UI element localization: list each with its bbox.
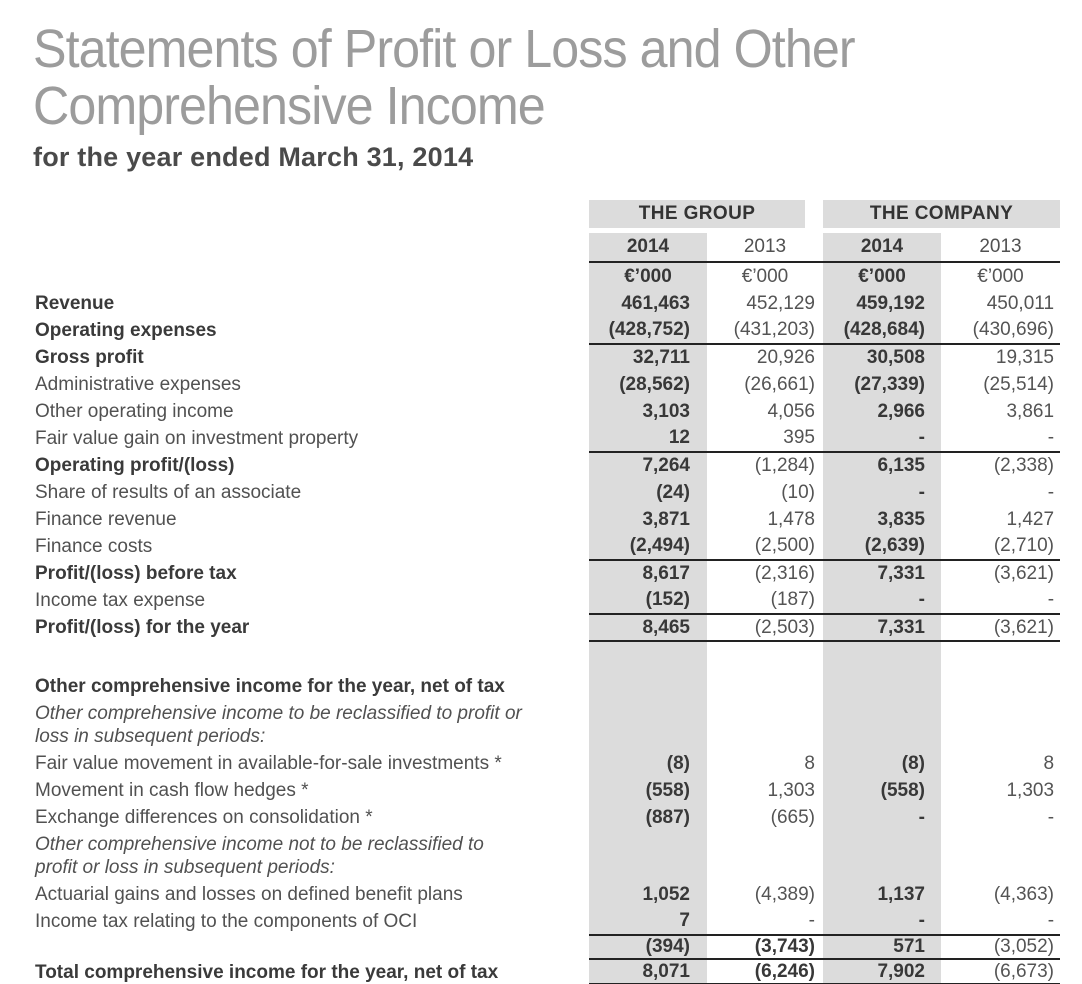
- company-header: THE COMPANY: [823, 200, 1060, 228]
- table-row: [35, 398, 1060, 425]
- value-cell: 459,192: [823, 290, 941, 317]
- row-label: Gross profit: [35, 346, 144, 368]
- value-cell: [589, 673, 707, 700]
- value-cell: [823, 673, 941, 700]
- table-row: [35, 831, 1060, 881]
- table-row: [35, 881, 1060, 908]
- empty-cell: [35, 262, 589, 290]
- value-cell: -: [1047, 427, 1055, 448]
- value-cell: (558): [823, 777, 941, 804]
- value-cell: [823, 641, 941, 673]
- value-cell: (8): [589, 750, 707, 777]
- unit-cell: €’000: [589, 262, 707, 290]
- value-cell: [941, 831, 1060, 881]
- units-row: [35, 262, 1060, 290]
- value-cell: 32,711: [589, 344, 707, 371]
- page-subtitle: for the year ended March 31, 2014: [33, 142, 474, 172]
- value-cell: (1,284): [707, 452, 823, 479]
- table-row: [35, 587, 1060, 614]
- value-cell: 452,129: [746, 292, 815, 314]
- value-cell: (2,500): [754, 535, 815, 556]
- value-cell: (187): [770, 589, 815, 610]
- value-cell: 1,478: [767, 508, 815, 530]
- row-label: Profit/(loss) for the year: [35, 616, 250, 638]
- value-cell: (558): [589, 777, 707, 804]
- table-row: [35, 317, 1060, 344]
- value-cell: (665): [770, 806, 815, 828]
- value-cell: 8,617: [589, 560, 707, 587]
- value-cell: 19,315: [941, 344, 1060, 371]
- table-row: [35, 479, 1060, 506]
- row-label: Movement in cash flow hedges *: [35, 779, 309, 801]
- row-label: Share of results of an associate: [35, 481, 302, 503]
- value-cell: 1,137: [823, 881, 941, 908]
- row-label: Income tax expense: [35, 589, 206, 611]
- value-cell: (2,316): [707, 560, 823, 587]
- value-cell: (10): [781, 481, 815, 503]
- value-cell: (27,339): [823, 371, 941, 398]
- row-label: Administrative expenses: [35, 373, 241, 395]
- unit-cell: €’000: [823, 262, 941, 290]
- value-cell: 6,135: [823, 452, 941, 479]
- value-cell: (431,203): [733, 319, 815, 340]
- unit-cell: €’000: [977, 265, 1024, 287]
- value-cell: 8: [804, 752, 815, 774]
- year-header-row: [35, 228, 1060, 262]
- year-cell: 2013: [707, 228, 823, 262]
- value-cell: [707, 831, 823, 881]
- value-cell: (428,684): [823, 317, 941, 344]
- value-cell: (3,743): [707, 935, 823, 959]
- value-cell: 450,011: [986, 292, 1055, 314]
- row-label: Other comprehensive income not to be reclassified to profit or loss in subsequent periods:: [35, 834, 484, 878]
- value-cell: (3,621): [941, 614, 1060, 641]
- value-cell: 1,052: [589, 881, 707, 908]
- value-cell: (2,710): [993, 535, 1055, 556]
- value-cell: 1,303: [767, 779, 815, 801]
- table-row: [35, 804, 1060, 831]
- value-cell: 12: [589, 425, 707, 452]
- year-cell: 2014: [823, 228, 941, 262]
- value-cell: 4,056: [767, 400, 815, 422]
- value-cell: -: [1047, 589, 1055, 610]
- row-label: Fair value movement in available-for-sale investments *: [35, 752, 502, 774]
- row-label: Fair value gain on investment property: [35, 427, 359, 449]
- row-label: [35, 641, 589, 673]
- value-cell: [589, 831, 707, 881]
- value-cell: [941, 700, 1060, 750]
- page-title-line1: Statements of Profit or Loss and Other: [33, 19, 855, 79]
- page-title: [33, 21, 1009, 135]
- income-statement-table: [35, 200, 1060, 984]
- value-cell: 3,835: [823, 506, 941, 533]
- row-label: Actuarial gains and losses on defined benefit plans: [35, 883, 463, 905]
- row-label: Income tax relating to the components of OCI: [35, 910, 418, 932]
- value-cell: (3,621): [941, 560, 1060, 587]
- table-row: [35, 506, 1060, 533]
- value-cell: -: [808, 910, 815, 931]
- section-header-row: [35, 200, 1060, 228]
- company-header-cell: [823, 200, 1060, 228]
- value-cell: -: [1047, 481, 1055, 503]
- value-cell: (3,052): [941, 935, 1060, 959]
- table-row: [35, 700, 1060, 750]
- table-row: [35, 560, 1060, 587]
- row-label: Other operating income: [35, 400, 234, 422]
- value-cell: [941, 673, 1060, 700]
- value-cell: 3,103: [589, 398, 707, 425]
- value-cell: (28,562): [589, 371, 707, 398]
- value-cell: (887): [589, 804, 707, 831]
- value-cell: 461,463: [589, 290, 707, 317]
- row-label: Other comprehensive income to be reclassified to profit or loss in subsequent periods:: [35, 703, 522, 747]
- empty-cell: [35, 228, 589, 262]
- value-cell: [589, 641, 707, 673]
- row-label: Total comprehensive income for the year, net of tax: [35, 961, 499, 983]
- table-row: [35, 344, 1060, 371]
- empty-cell: [35, 200, 589, 228]
- table-row: [35, 425, 1060, 452]
- table-row: [35, 673, 1060, 700]
- value-cell: [823, 831, 941, 881]
- value-cell: 1,427: [1006, 508, 1055, 530]
- value-cell: (394): [589, 935, 707, 959]
- value-cell: -: [823, 479, 941, 506]
- table-row: [35, 533, 1060, 560]
- unit-cell: €’000: [741, 265, 789, 287]
- row-label: Exchange differences on consolidation *: [35, 806, 373, 828]
- row-label: Operating expenses: [35, 319, 217, 341]
- value-cell: -: [1047, 806, 1055, 828]
- value-cell: (2,503): [707, 614, 823, 641]
- table-row: [35, 371, 1060, 398]
- row-label: Finance revenue: [35, 508, 177, 530]
- value-cell: 7,902: [823, 959, 941, 984]
- page-title-line2: Comprehensive Income: [33, 76, 545, 136]
- row-label: [35, 935, 589, 959]
- value-cell: (6,246): [707, 959, 823, 984]
- row-label: Other comprehensive income for the year, net of tax: [35, 675, 505, 697]
- row-label: Revenue: [35, 292, 115, 314]
- value-cell: (2,338): [941, 452, 1060, 479]
- value-cell: 30,508: [823, 344, 941, 371]
- value-cell: 3,861: [1006, 400, 1055, 422]
- table-row: [35, 614, 1060, 641]
- value-cell: -: [823, 804, 941, 831]
- row-label: Operating profit/(loss): [35, 454, 235, 476]
- value-cell: (4,363): [993, 883, 1055, 905]
- table-row: [35, 908, 1060, 935]
- value-cell: (6,673): [941, 959, 1060, 984]
- value-cell: (8): [823, 750, 941, 777]
- value-cell: [589, 700, 707, 750]
- value-cell: 7,331: [823, 560, 941, 587]
- value-cell: (2,494): [589, 533, 707, 560]
- table-row: [35, 452, 1060, 479]
- value-cell: -: [823, 908, 941, 935]
- value-cell: 7,264: [589, 452, 707, 479]
- group-header: THE GROUP: [589, 200, 805, 228]
- table-row: [35, 777, 1060, 804]
- value-cell: 2,966: [823, 398, 941, 425]
- value-cell: 8,465: [589, 614, 707, 641]
- table-row: [35, 935, 1060, 959]
- value-cell: [707, 700, 823, 750]
- value-cell: -: [1047, 910, 1055, 931]
- table-row: [35, 959, 1060, 984]
- value-cell: 7,331: [823, 614, 941, 641]
- row-label: Finance costs: [35, 535, 153, 557]
- value-cell: [941, 641, 1060, 673]
- value-cell: 20,926: [707, 344, 823, 371]
- value-cell: [707, 641, 823, 673]
- table-row: [35, 290, 1060, 317]
- group-header-cell: [589, 200, 823, 228]
- value-cell: -: [823, 425, 941, 452]
- table-row: [35, 750, 1060, 777]
- value-cell: 1,303: [1006, 779, 1055, 801]
- value-cell: -: [823, 587, 941, 614]
- value-cell: 8,071: [589, 959, 707, 984]
- year-cell: 2013: [941, 228, 1060, 262]
- value-cell: (2,639): [823, 533, 941, 560]
- value-cell: (26,661): [744, 373, 815, 395]
- value-cell: 7: [589, 908, 707, 935]
- value-cell: [707, 673, 823, 700]
- value-cell: (4,389): [754, 883, 815, 905]
- value-cell: (152): [589, 587, 707, 614]
- value-cell: [823, 700, 941, 750]
- value-cell: 571: [823, 935, 941, 959]
- year-cell: 2014: [589, 228, 707, 262]
- value-cell: 8: [1043, 752, 1055, 774]
- value-cell: (24): [589, 479, 707, 506]
- value-cell: 3,871: [589, 506, 707, 533]
- row-label: Profit/(loss) before tax: [35, 562, 237, 584]
- value-cell: (428,752): [589, 317, 707, 344]
- value-cell: 395: [783, 427, 815, 448]
- value-cell: (430,696): [972, 319, 1055, 340]
- value-cell: (25,514): [983, 373, 1055, 395]
- spacer-row: [35, 641, 1060, 673]
